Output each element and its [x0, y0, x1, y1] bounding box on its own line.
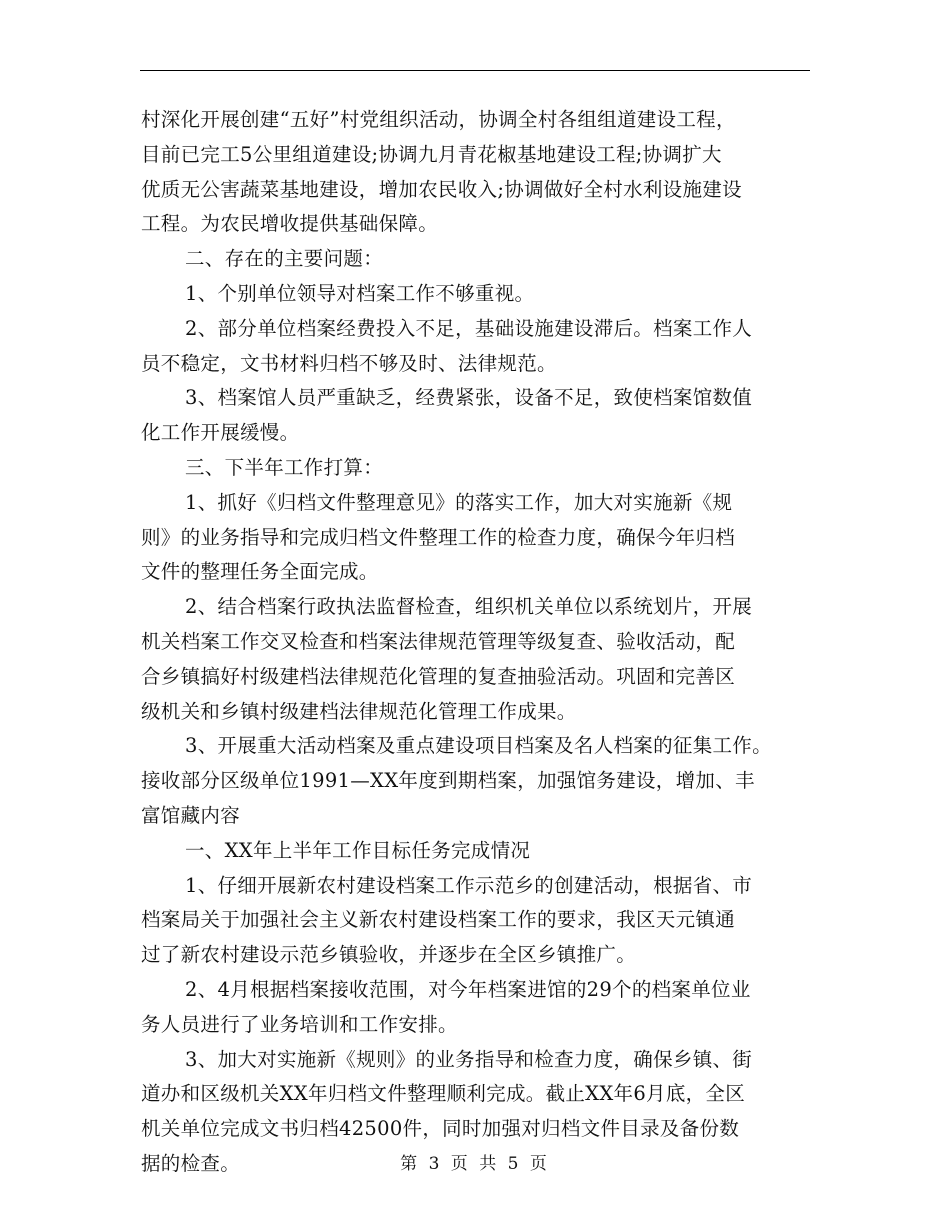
text-line: 1、仔细开展新农村建设档案工作示范乡的创建活动，根据省、市 [185, 873, 753, 897]
text-line: 3、加大对实施新《规则》的业务指导和检查力度，确保乡镇、街 [185, 1047, 753, 1071]
text-line: 务人员进行了业务培训和工作安排。 [141, 1012, 458, 1036]
text-line: 二、存在的主要问题： [185, 247, 384, 271]
text-line: 过了新农村建设示范乡镇验收，并逐步在全区乡镇推广。 [141, 943, 637, 967]
text-line: 目前已完工5公里组道建设;协调九月青花椒基地建设工程;协调扩大 [141, 142, 722, 166]
text-line: 据的检查。 [141, 1151, 241, 1175]
text-line: 员不稳定，文书材料归档不够及时、法律规范。 [141, 351, 557, 375]
text-line: 3、开展重大活动档案及重点建设项目档案及名人档案的征集工作。 [185, 734, 772, 758]
text-line: 2、4月根据档案接收范围，对今年档案进馆的29个的档案单位业 [185, 977, 751, 1001]
text-line: 村深化开展创建“五好”村党组织活动，协调全村各组组道建设工程， [141, 108, 736, 131]
text-line: 接收部分区级单位1991—XX年度到期档案，加强馆务建设，增加、丰 [141, 769, 755, 793]
text-line: 1、抓好《归档文件整理意见》的落实工作，加大对实施新《规 [185, 490, 733, 514]
document-body [141, 103, 821, 1182]
text-line: 优质无公害蔬菜基地建设，增加农民收入;协调做好全村水利设施建设 [141, 177, 742, 201]
text-line: 1、个别单位领导对档案工作不够重视。 [185, 281, 535, 305]
page-footer: 第 3 页 共 5 页 [400, 1154, 550, 1174]
text-line: 文件的整理任务全面完成。 [141, 560, 379, 584]
text-line: 三、下半年工作打算： [185, 455, 384, 479]
text-line: 2、部分单位档案经费投入不足，基础设施建设滞后。档案工作人 [185, 316, 753, 340]
text-line: 化工作开展缓慢。 [141, 421, 300, 445]
text-line: 3、档案馆人员严重缺乏，经费紧张，设备不足，致使档案馆数值 [185, 386, 753, 410]
text-line: 富馆藏内容 [141, 803, 241, 827]
text-line: 一、XX年上半年工作目标任务完成情况 [185, 838, 531, 862]
text-line: 级机关和乡镇村级建档法律规范化管理工作成果。 [141, 699, 577, 723]
text-line: 机关档案工作交叉检查和档案法律规范管理等级复查、验收活动，配 [141, 629, 736, 653]
text-line: 合乡镇搞好村级建档法律规范化管理的复查抽验活动。巩固和完善区 [141, 664, 736, 688]
text-line: 档案局关于加强社会主义新农村建设档案工作的要求，我区天元镇通 [141, 908, 736, 932]
header-rule [140, 70, 810, 71]
text-line: 道办和区级机关XX年归档文件整理顺利完成。截止XX年6月底，全区 [141, 1082, 746, 1106]
text-line: 2、结合档案行政执法监督检查，组织机关单位以系统划片，开展 [185, 595, 753, 619]
text-line: 机关单位完成文书归档42500件，同时加强对归档文件目录及备份数 [141, 1117, 740, 1141]
text-line: 工程。为农民增收提供基础保障。 [141, 212, 439, 236]
text-line: 则》的业务指导和完成归档文件整理工作的检查力度，确保今年归档 [141, 525, 736, 549]
